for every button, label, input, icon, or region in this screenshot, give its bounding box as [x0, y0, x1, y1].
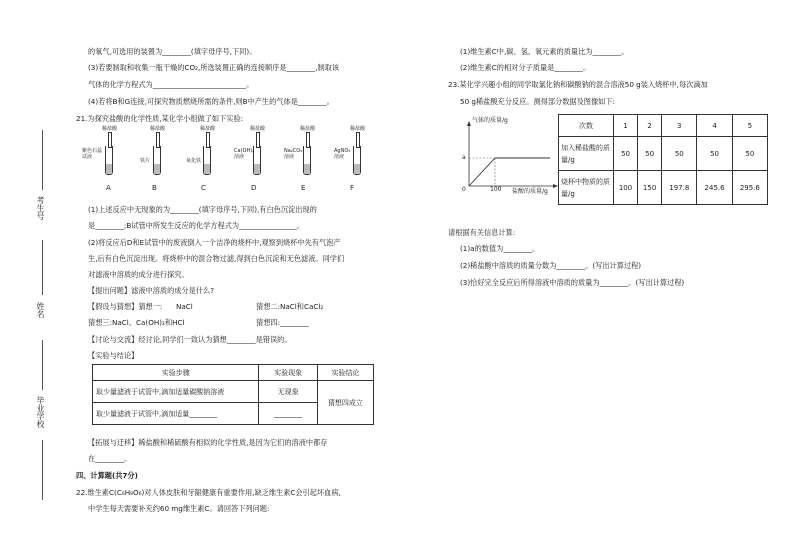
binding-line-mid — [42, 240, 43, 295]
data-table-col-2: 2 — [638, 115, 662, 137]
exam-no-label: 考生号 — [36, 196, 45, 220]
left-line-2: (3)若要制取和收集一瓶干燥的CO₂,所选装置正确的连接顺序是________,制取该 — [88, 63, 340, 72]
hypothesis-1-value: NaCl — [176, 302, 193, 311]
data-table-row2-c1: 100 — [614, 171, 638, 205]
letter-b: B — [152, 184, 157, 192]
data-table-row2-label: 烧杯中物质的质量/g — [559, 171, 614, 205]
table-header-phenomenon: 实验现象 — [259, 365, 317, 381]
tube-a-content: 紫色石蕊试液 — [82, 148, 103, 160]
calc-intro: 请根据有关信息计算: — [448, 228, 516, 237]
graph-origin: 0 — [462, 186, 466, 193]
tube-e-content: Na₂CO₃溶液 — [284, 148, 303, 160]
tube-e-reagent: 稀盐酸 — [300, 126, 316, 132]
tube-b-content: 铁片 — [140, 158, 151, 164]
section-4-title: 四、计算题(共7分) — [76, 471, 138, 480]
table-row-2-step: 取少量滤液于试管中,滴加适量________ — [93, 403, 259, 425]
letter-e: E — [301, 184, 306, 192]
table-row-1-step: 取少量滤液于试管中,滴加适量碳酸钠溶液 — [93, 381, 259, 403]
data-table-row2-c3: 197.8 — [662, 171, 697, 205]
hypothesis-4: 猜想四:________ — [256, 318, 309, 327]
letter-d: D — [251, 184, 257, 192]
expand-1: 【拓展与迁移】稀盐酸和稀硫酸有相似的化学性质,是因为它们的溶液中都存 — [88, 438, 328, 447]
data-table-row2-c4: 245.6 — [697, 171, 732, 205]
data-table-col-5: 5 — [732, 115, 767, 137]
data-table-row1-c1: 50 — [614, 137, 638, 171]
table-conclusion: 猜想四成立 — [317, 381, 373, 425]
data-table — [558, 114, 768, 205]
table-row-2-phenomenon: ________ — [259, 403, 317, 425]
left-line-4: (4)若将B和G连接,可探究物质燃烧所需的条件,则B中产生的气体是________。 — [88, 97, 334, 106]
hypothesis-2: 猜想二:NaCl和CaCl₂ — [256, 302, 324, 311]
table-header-steps: 实验步骤 — [93, 365, 259, 381]
tube-c-content: 氧化铁 — [186, 158, 202, 164]
calc-2: (2)稀盐酸中溶质的质量分数为________。(写出计算过程) — [460, 261, 642, 270]
left-line-3: 气体的化学方程式为__________________________。 — [88, 80, 254, 89]
tube-a-reagent: 稀盐酸 — [102, 126, 118, 132]
tube-f-content: AgNO₃溶液 — [334, 148, 351, 160]
experiment-table — [92, 364, 374, 425]
graph-ylabel: 气体的质量/g — [472, 117, 508, 124]
q21-1b: 是________;B试管中所发生反应的化学方程式为________________。 — [88, 221, 304, 230]
q22-a: 22.维生素C(C₆H₈O₆)对人体皮肤和牙龈健康有重要作用,缺乏维生素C会引起坏血病, — [76, 488, 341, 497]
tube-d — [253, 146, 261, 175]
binding-line-mid2 — [42, 340, 43, 390]
tube-b — [153, 146, 161, 175]
expand-2: 在________。 — [88, 454, 132, 463]
calc-3: (3)恰好完全反应后所得溶液中溶质的质量为________。(写出计算过程) — [460, 278, 685, 287]
q23-a: 23.某化学兴趣小组的同学取氯化钠和碳酸钠的混合溶液50 g装入烧杯中,每次滴加 — [448, 80, 708, 89]
q22-b: 中学生每天需要补充约60 mg维生素C。请回答下列问题: — [88, 504, 270, 513]
tube-a — [105, 146, 113, 175]
left-line-1: 的氧气,可选用的装置为________(填字母序号,下同)。 — [88, 47, 257, 56]
q21-1a: (1)上述反应中无现象的为________(填字母序号,下同),有白色沉淀出现的 — [88, 205, 317, 214]
data-table-row1-c2: 50 — [638, 137, 662, 171]
data-table-header-label: 次数 — [559, 115, 614, 137]
data-table-row2-c2: 150 — [638, 171, 662, 205]
q21-2b: 生,后有白色沉淀出现。将烧杯中的混合物过滤,得到白色沉淀和无色滤液。同学们 — [88, 254, 345, 263]
letter-a: A — [106, 184, 111, 192]
graph-xlabel: 盐酸的质量/g — [512, 188, 548, 195]
tube-e — [303, 146, 311, 175]
tube-c — [203, 146, 211, 175]
hypothesis-3: 猜想三:NaCl、Ca(OH)₂和HCl — [88, 318, 185, 327]
data-table-row1-label: 加入稀盐酸的质量/g — [559, 137, 614, 171]
q23-b: 50 g稀盐酸充分反应。测得部分数据及图像如下: — [460, 97, 615, 106]
data-table-row1-c3: 50 — [662, 137, 697, 171]
q22-1: (1)维生素C中,碳、氢、氧元素的质量比为________。 — [460, 47, 629, 56]
tube-c-reagent: 稀盐酸 — [200, 126, 216, 132]
binding-line-top — [42, 130, 43, 190]
discussion: 【讨论与交流】经讨论,同学们一致认为猜想________是错误的。 — [88, 335, 292, 344]
tube-f-reagent: 稀盐酸 — [350, 126, 366, 132]
data-table-col-1: 1 — [614, 115, 638, 137]
letter-f: F — [350, 184, 355, 192]
data-table-col-4: 4 — [697, 115, 732, 137]
question-21: 21.为探究盐酸的化学性质,某化学小组做了如下实验: — [76, 114, 244, 123]
calc-1: (1)a的数值为________。 — [460, 244, 540, 253]
table-header-conclusion: 实验结论 — [317, 365, 373, 381]
name-label: 姓名 — [36, 302, 45, 318]
tube-d-content: Ca(OH)₂溶液 — [234, 148, 255, 160]
hypothesis-title: 【假设与猜想】猜想一: — [88, 302, 163, 311]
data-table-row1-c4: 50 — [697, 137, 732, 171]
data-table-col-3: 3 — [662, 115, 697, 137]
table-row-1-phenomenon: 无现象 — [259, 381, 317, 403]
q22-2: (2)维生素C的相对分子质量是________。 — [460, 63, 591, 72]
gas-mass-graph — [455, 118, 560, 198]
experiment-title: 【实验与结论】 — [88, 351, 139, 360]
raise-question: 【提出问题】滤液中溶质的成分是什么? — [88, 286, 215, 295]
graph-y-tick: a — [462, 154, 466, 161]
graph-x-tick: 100 — [490, 186, 502, 193]
tube-b-reagent: 稀盐酸 — [150, 126, 166, 132]
school-label: 毕业学校 — [36, 396, 45, 428]
q21-2c: 对滤液中溶质的成分进行探究。 — [88, 270, 189, 279]
letter-c: C — [201, 184, 206, 192]
binding-line-bottom — [42, 440, 43, 500]
tube-f — [353, 146, 361, 175]
data-table-row1-c5: 50 — [732, 137, 767, 171]
experiment-figure — [82, 126, 388, 188]
q21-2a: (2)将反应后D和E试管中的废液倒入一个洁净的烧杯中,观察到烧杯中先有气泡产 — [88, 238, 341, 247]
data-table-row2-c5: 295.6 — [732, 171, 767, 205]
tube-d-reagent: 稀盐酸 — [250, 126, 266, 132]
